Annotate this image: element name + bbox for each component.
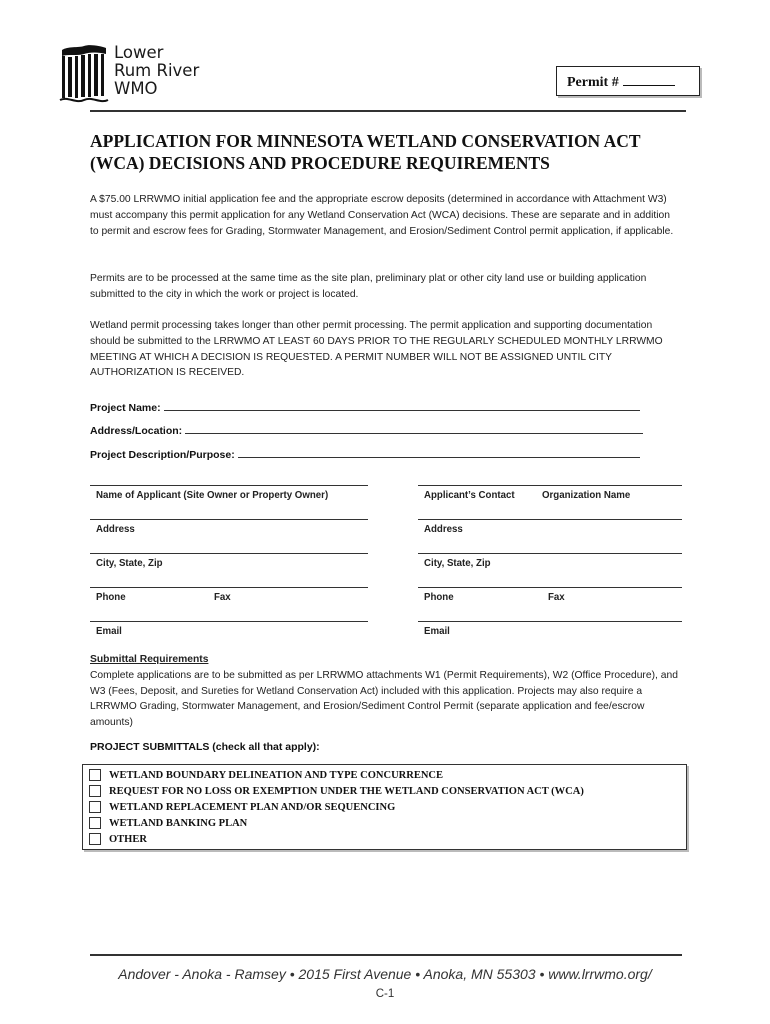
contact-address-field[interactable] — [418, 519, 682, 553]
project-address-field — [90, 423, 643, 437]
organization-logo — [58, 44, 208, 106]
submittal-heading: Submittal Requirements — [90, 654, 209, 665]
project-address-label: Address/Location: — [90, 425, 183, 437]
contact-name-field[interactable] — [418, 485, 682, 519]
contact-city-field[interactable] — [418, 553, 682, 587]
checkbox[interactable] — [89, 801, 101, 813]
applicant-address-field[interactable] — [90, 519, 368, 553]
permit-number-label: Permit # — [567, 75, 619, 90]
document-title: APPLICATION FOR MINNESOTA WETLAND CONSERVATION ACT (WCA) DECISIONS AND PROCEDURE REQUIREMENTS — [90, 131, 641, 173]
applicant-email-label: Email — [96, 626, 122, 637]
contact-fax-label: Fax — [548, 592, 565, 603]
project-address-input[interactable] — [185, 423, 643, 434]
logo-line: WMO — [114, 79, 158, 98]
applicant-phone-label: Phone — [96, 592, 126, 603]
permit-number-field[interactable] — [623, 74, 675, 86]
organization-label: Organization Name — [542, 490, 631, 501]
submittal-option[interactable] — [89, 783, 584, 799]
applicant-fax-label: Fax — [214, 592, 231, 603]
submittal-option[interactable] — [89, 799, 395, 815]
permit-number-box — [556, 66, 700, 96]
contact-city-label: City, State, Zip — [424, 558, 491, 569]
project-name-input[interactable] — [164, 400, 640, 411]
submittal-option[interactable] — [89, 767, 443, 783]
submittal-option-label: WETLAND REPLACEMENT PLAN AND/OR SEQUENCING — [109, 801, 396, 813]
submittal-option-label: OTHER — [109, 833, 147, 845]
submittal-option-label: REQUEST FOR NO LOSS OR EXEMPTION UNDER THE WETLAND CONSERVATION ACT (WCA) — [109, 785, 584, 797]
submittal-option-label: WETLAND BOUNDARY DELINEATION AND TYPE CONCURRENCE — [109, 769, 444, 781]
applicant-phone-fax-field[interactable] — [90, 587, 368, 621]
submittal-body: Complete applications are to be submitted as per LRRWMO attachments W1 (Permit Requirements), W2 (Office Procedure), and W3 (Fees, Deposit, and Sureties for Wetland Conservation Act) included with this application. Projects may also require a LRRWMO Grading, Stormwater Management, and Erosion/Sediment Control Permit (separate application and fee/escrow amounts) — [90, 669, 678, 729]
project-submittals-label: PROJECT SUBMITTALS (check all that apply): — [90, 741, 320, 753]
checkbox[interactable] — [89, 833, 101, 845]
applicant-city-field[interactable] — [90, 553, 368, 587]
applicant-name-label: Name of Applicant (Site Owner or Property Owner) — [96, 490, 329, 501]
waterfall-logo-icon — [58, 44, 110, 106]
contact-phone-label: Phone — [424, 592, 454, 603]
submittal-option[interactable] — [89, 815, 247, 831]
logo-line: Rum River — [114, 61, 200, 80]
project-submittals-box — [82, 764, 687, 850]
project-description-label: Project Description/Purpose: — [90, 449, 235, 461]
page-number: C-1 — [375, 988, 395, 1000]
checkbox[interactable] — [89, 769, 101, 781]
footer-divider — [90, 954, 682, 956]
submittal-option[interactable] — [89, 831, 147, 847]
contact-phone-fax-field[interactable] — [418, 587, 682, 621]
submittal-option-label: WETLAND BANKING PLAN — [109, 817, 248, 829]
fee-paragraph: A $75.00 LRRWMO initial application fee and the appropriate escrow deposits (determined in accordance with Attachment W3) must accompany this permit application for any Wetland Conservation Act (WCA) decisions. These are separate and in addition to permit and escrow fees for Grading, Stormwater Management, and Erosion/Sediment Control permit application, if applicable. — [90, 194, 674, 237]
project-description-field — [90, 447, 640, 461]
logo-text — [114, 44, 199, 98]
project-name-label: Project Name: — [90, 402, 161, 414]
checkbox[interactable] — [89, 785, 101, 797]
checkbox[interactable] — [89, 817, 101, 829]
contact-label: Applicant’s Contact — [424, 490, 515, 501]
logo-line: Lower — [114, 43, 164, 62]
contact-address-label: Address — [424, 524, 463, 535]
project-description-input[interactable] — [238, 447, 640, 458]
applicant-city-label: City, State, Zip — [96, 558, 163, 569]
footer-address: Andover - Anoka - Ramsey • 2015 First Avenue • Anoka, MN 55303 • www.lrrwmo.org/ — [118, 966, 652, 982]
submittal-requirements — [90, 652, 680, 731]
contact-email-label: Email — [424, 626, 450, 637]
header-divider — [90, 110, 686, 112]
applicant-address-label: Address — [96, 524, 135, 535]
project-name-field — [90, 400, 640, 414]
contact-email-field[interactable] — [418, 621, 682, 655]
applicant-name-field[interactable] — [90, 485, 368, 519]
applicant-email-field[interactable] — [90, 621, 368, 655]
processing-paragraph: Permits are to be processed at the same time as the site plan, preliminary plat or other city land use or building application submitted to the city in which the work or project is located. — [90, 273, 647, 300]
deadline-paragraph: Wetland permit processing takes longer than other permit processing. The permit application and supporting documentation should be submitted to the LRRWMO AT LEAST 60 DAYS PRIOR TO THE REGULARLY SCHEDULED MONTHLY LRRWMO MEETING AT WHICH A DECISION IS REQUESTED. A PERMIT NUMBER WILL NOT BE ASSIGNED UNTIL CITY AUTHORIZATION IS RECEIVED. — [90, 320, 663, 379]
applicant-contact-section — [90, 485, 682, 641]
